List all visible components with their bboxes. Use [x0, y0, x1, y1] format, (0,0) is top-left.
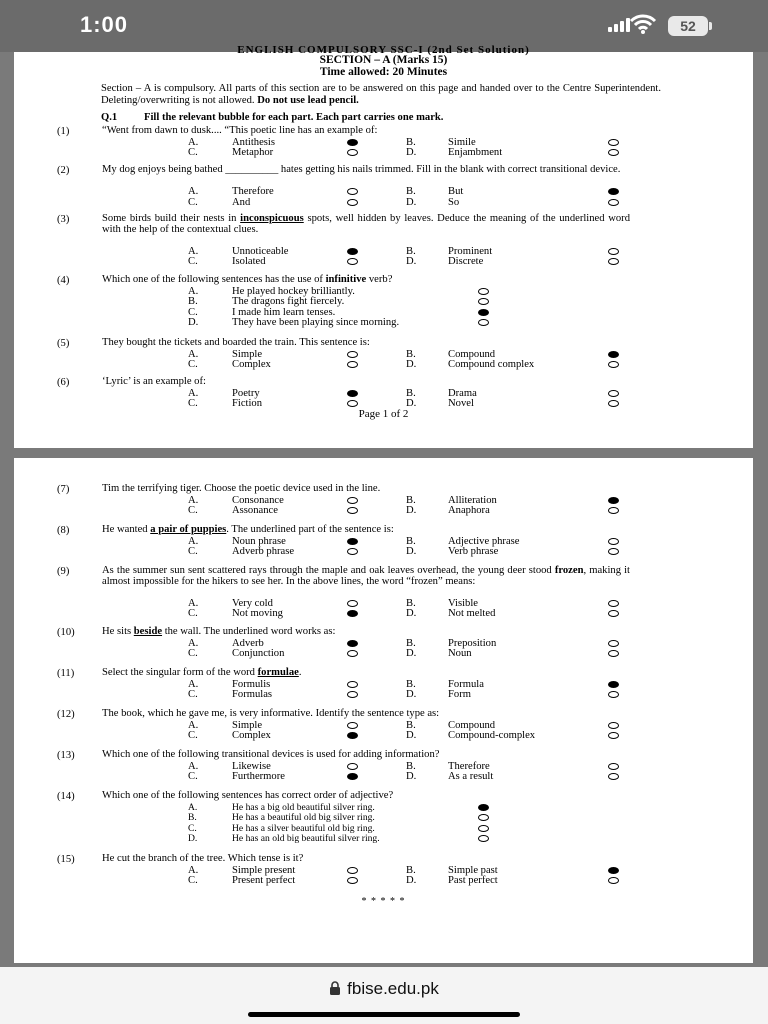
option-text: They have been playing since morning. — [232, 317, 400, 328]
question-text: Which one of the following transitional devices is used for adding information? — [102, 749, 440, 760]
answer-bubble[interactable] — [608, 507, 619, 514]
answer-bubble[interactable] — [608, 199, 619, 206]
option-letter: A. — [188, 719, 199, 731]
option-text: Therefore — [448, 760, 490, 772]
option-text: I made him learn tenses. — [232, 306, 336, 318]
option-text: Unnoticeable — [232, 245, 289, 257]
option-letter: B. — [406, 494, 416, 506]
option-letter: A. — [188, 678, 199, 690]
answer-bubble[interactable] — [608, 400, 619, 407]
option-text: The dragons fight fiercely. — [232, 296, 345, 307]
answer-bubble[interactable] — [608, 691, 619, 698]
option-text: He has an old big beautiful silver ring. — [232, 833, 380, 844]
option-letter: A. — [188, 136, 199, 148]
answer-bubble[interactable] — [608, 640, 619, 647]
answer-bubble[interactable] — [608, 732, 619, 739]
question-number: (15) — [57, 854, 75, 865]
option-text: Furthermore — [232, 771, 285, 782]
option-letter: C. — [188, 306, 198, 318]
option-text: Verb phrase — [448, 546, 499, 557]
question-text: The book, which he gave me, is very informative. Identify the sentence type as: — [102, 708, 440, 719]
option-letter: B. — [406, 245, 416, 257]
answer-bubble[interactable] — [347, 538, 358, 545]
option-letter: A. — [188, 245, 199, 257]
answer-bubble[interactable] — [608, 722, 619, 729]
wifi-icon — [630, 14, 656, 34]
option-text: Conjunction — [232, 648, 285, 659]
option-text: Poetry — [232, 387, 260, 399]
answer-bubble[interactable] — [608, 610, 619, 617]
option-text: Anaphora — [448, 505, 490, 516]
question-text: Some birds build their nests in inconspicuous spots, well hidden by leaves. Deduce the meaning of the underlined word with the help of the contextual clues. — [102, 213, 631, 235]
option-text: As a result — [448, 771, 494, 782]
page-2 — [14, 458, 753, 963]
option-text: Compound complex — [448, 359, 535, 370]
answer-bubble[interactable] — [608, 497, 619, 504]
option-text: Discrete — [448, 256, 484, 267]
answer-bubble[interactable] — [347, 390, 358, 397]
question-text: ‘Lyric’ is an example of: — [102, 376, 206, 387]
answer-bubble[interactable] — [347, 600, 358, 607]
header-cut: ENGLISH COMPULSORY SSC-I (2nd Set Solution) — [237, 44, 530, 56]
option-letter: D. — [406, 771, 417, 782]
option-letter: D. — [188, 317, 199, 328]
option-letter: B. — [406, 864, 416, 876]
answer-bubble[interactable] — [608, 351, 619, 358]
option-letter: D. — [188, 833, 198, 844]
question-number: (10) — [57, 627, 75, 638]
option-letter: D. — [406, 875, 417, 886]
option-letter: A. — [188, 760, 199, 772]
time-allowed: Time allowed: 20 Minutes — [319, 66, 448, 78]
answer-bubble[interactable] — [478, 825, 489, 832]
question-text: Select the singular form of the word formulae. — [102, 667, 302, 678]
option-letter: B. — [188, 812, 197, 823]
question-number: (8) — [57, 525, 70, 536]
lock-icon — [329, 981, 341, 995]
option-text: He played hockey brilliantly. — [232, 285, 355, 297]
question-text: Tim the terrifying tiger. Choose the poetic device used in the line. — [102, 483, 381, 494]
answer-bubble[interactable] — [478, 298, 489, 305]
option-letter: B. — [406, 597, 416, 609]
option-letter: C. — [188, 689, 198, 700]
answer-bubble[interactable] — [347, 400, 358, 407]
option-text: Fiction — [232, 398, 263, 409]
option-text: Drama — [448, 387, 477, 399]
answer-bubble[interactable] — [608, 139, 619, 146]
section-intro: Section – A is compulsory. All parts of this section are to be answered on this page and handed over to the Centre Superintendent. Deleting/overwriting is not allowed. Do not use lead pencil. — [101, 83, 661, 106]
option-text: Form — [448, 689, 471, 700]
option-letter: C. — [188, 256, 198, 267]
option-text: He has a beautiful old big silver ring. — [232, 812, 375, 823]
answer-bubble[interactable] — [608, 390, 619, 397]
option-text: Isolated — [232, 256, 266, 267]
end-marker: * * * * * — [361, 896, 406, 907]
answer-bubble[interactable] — [347, 650, 358, 657]
answer-bubble[interactable] — [347, 691, 358, 698]
option-letter: C. — [188, 546, 198, 557]
answer-bubble[interactable] — [478, 288, 489, 295]
option-text: Complex — [232, 730, 271, 741]
browser-bottom-bar — [0, 967, 768, 1024]
option-text: Simile — [448, 136, 476, 148]
option-letter: A. — [188, 186, 199, 197]
option-letter: A. — [188, 387, 199, 399]
answer-bubble[interactable] — [347, 610, 358, 617]
option-text: Adverb — [232, 637, 264, 649]
option-text: He has a big old beautiful silver ring. — [232, 801, 375, 813]
option-text: Formulis — [232, 678, 271, 690]
question-text: “Went from dawn to dusk.... “This poetic line has an example of: — [102, 125, 378, 136]
question-text: My dog enjoys being bathed __________ hates getting his nails trimmed. Fill in the blank with correct transitional device. — [102, 164, 621, 175]
option-text: And — [232, 196, 251, 208]
option-letter: C. — [188, 147, 198, 158]
answer-bubble[interactable] — [608, 361, 619, 368]
answer-bubble[interactable] — [347, 722, 358, 729]
answer-bubble[interactable] — [608, 600, 619, 607]
option-text: Enjambment — [448, 147, 503, 158]
option-text: Very cold — [232, 597, 273, 609]
option-letter: C. — [188, 771, 198, 782]
answer-bubble[interactable] — [347, 773, 358, 780]
answer-bubble[interactable] — [347, 763, 358, 770]
question-text: He wanted a pair of puppies. The underlined part of the sentence is: — [102, 524, 394, 535]
answer-bubble[interactable] — [608, 149, 619, 156]
option-letter: D. — [406, 505, 417, 516]
option-letter: B. — [406, 760, 416, 772]
option-letter: B. — [406, 186, 416, 197]
option-letter: A. — [188, 285, 199, 297]
question-number: (3) — [57, 214, 70, 225]
answer-bubble[interactable] — [478, 309, 489, 316]
option-letter: D. — [406, 546, 417, 557]
option-letter: C. — [188, 730, 198, 741]
question-number: (7) — [57, 484, 70, 495]
option-text: Novel — [448, 398, 474, 409]
answer-bubble[interactable] — [608, 681, 619, 688]
answer-bubble[interactable] — [608, 248, 619, 255]
answer-bubble[interactable] — [347, 149, 358, 156]
question-text: As the summer sun sent scattered rays through the maple and oak leaves overhead, the young deer stood frozen, making it almost impossible for the hikers to see her. In the above lines, the word “frozen” means: — [102, 565, 631, 587]
option-text: Compound — [448, 719, 496, 731]
option-text: Consonance — [232, 494, 284, 506]
option-text: Simple — [232, 348, 263, 360]
option-text: So — [448, 196, 460, 208]
option-letter: C. — [188, 359, 198, 370]
answer-bubble[interactable] — [347, 361, 358, 368]
option-text: Complex — [232, 359, 271, 370]
question-number: (6) — [57, 377, 70, 388]
document-viewer[interactable] — [0, 44, 768, 967]
question-text: Which one of the following sentences has the use of infinitive verb? — [102, 274, 393, 285]
answer-bubble[interactable] — [347, 507, 358, 514]
answer-bubble[interactable] — [608, 548, 619, 555]
option-text: Simple — [232, 719, 263, 731]
option-text: Metaphor — [232, 147, 274, 158]
option-text: Compound — [448, 348, 496, 360]
question-text: He cut the branch of the tree. Which tense is it? — [102, 853, 304, 864]
url-text: fbise.edu.pk — [347, 979, 439, 998]
option-text: Visible — [448, 597, 478, 609]
answer-bubble[interactable] — [347, 548, 358, 555]
option-text: He has a silver beautiful old big ring. — [232, 822, 375, 834]
option-text: Simple past — [448, 864, 498, 876]
option-letter: D. — [406, 398, 417, 409]
option-letter: A. — [188, 348, 199, 360]
option-letter: D. — [406, 689, 417, 700]
answer-bubble[interactable] — [347, 188, 358, 195]
option-text: Adverb phrase — [232, 546, 295, 557]
option-letter: D. — [406, 648, 417, 659]
answer-bubble[interactable] — [608, 877, 619, 884]
option-text: Formulas — [232, 689, 273, 700]
option-letter: C. — [188, 398, 198, 409]
option-letter: D. — [406, 730, 417, 741]
answer-bubble[interactable] — [608, 867, 619, 874]
option-text: Antithesis — [232, 136, 275, 148]
question-text: They bought the tickets and boarded the train. This sentence is: — [102, 337, 370, 348]
answer-bubble[interactable] — [347, 877, 358, 884]
page-1 — [14, 44, 753, 448]
answer-bubble[interactable] — [608, 188, 619, 195]
question-number: (4) — [57, 275, 70, 286]
answer-bubble[interactable] — [347, 248, 358, 255]
option-letter: A. — [188, 597, 199, 609]
question-number: (5) — [57, 338, 70, 349]
option-text: But — [448, 186, 464, 197]
section-title: SECTION – A (Marks 15) — [319, 54, 448, 66]
option-letter: D. — [406, 359, 417, 370]
question-number: (11) — [57, 668, 75, 679]
option-letter: B. — [188, 296, 198, 307]
question-number: (9) — [57, 566, 70, 577]
option-letter: D. — [406, 147, 417, 158]
answer-bubble[interactable] — [608, 773, 619, 780]
option-text: Preposition — [448, 637, 497, 649]
page-number: Page 1 of 2 — [358, 408, 409, 420]
option-text: Alliteration — [448, 494, 497, 506]
answer-bubble[interactable] — [347, 199, 358, 206]
option-text: Likewise — [232, 760, 271, 772]
option-text: Compound-complex — [448, 730, 536, 741]
q1-instructions: Fill the relevant bubble for each part. Each part carries one mark. — [144, 112, 444, 123]
battery-icon: 52 — [668, 16, 708, 36]
option-text: Present perfect — [232, 875, 296, 886]
option-letter: A. — [188, 494, 199, 506]
answer-bubble[interactable] — [347, 139, 358, 146]
option-letter: D. — [406, 608, 417, 619]
question-number: (12) — [57, 709, 75, 720]
option-letter: C. — [188, 505, 198, 516]
option-letter: C. — [188, 822, 197, 834]
answer-bubble[interactable] — [608, 258, 619, 265]
answer-bubble[interactable] — [347, 732, 358, 739]
option-text: Past perfect — [448, 875, 498, 886]
option-letter: A. — [188, 535, 199, 547]
question-number: (14) — [57, 791, 75, 802]
option-letter: C. — [188, 196, 198, 208]
option-letter: B. — [406, 637, 416, 649]
option-letter: B. — [406, 136, 416, 148]
question-number: (2) — [57, 165, 70, 176]
option-letter: A. — [188, 864, 199, 876]
option-text: Not moving — [232, 608, 283, 619]
answer-bubble[interactable] — [478, 804, 489, 811]
option-letter: B. — [406, 719, 416, 731]
option-text: Noun phrase — [232, 535, 286, 547]
option-text: Noun — [448, 648, 472, 659]
answer-bubble[interactable] — [478, 319, 489, 326]
option-letter: B. — [406, 535, 416, 547]
answer-bubble[interactable] — [347, 681, 358, 688]
answer-bubble[interactable] — [347, 258, 358, 265]
home-indicator[interactable] — [248, 1012, 520, 1017]
question-number: (13) — [57, 750, 75, 761]
option-text: Formula — [448, 678, 484, 690]
option-letter: D. — [406, 196, 417, 208]
option-letter: B. — [406, 678, 416, 690]
answer-bubble[interactable] — [608, 650, 619, 657]
option-letter: A. — [188, 637, 199, 649]
question-number: (1) — [57, 126, 70, 137]
option-text: Assonance — [232, 505, 278, 516]
answer-bubble[interactable] — [347, 497, 358, 504]
answer-bubble[interactable] — [608, 763, 619, 770]
option-text: Therefore — [232, 186, 274, 197]
option-text: Adjective phrase — [448, 535, 520, 547]
option-text: Prominent — [448, 245, 493, 257]
q1-label: Q.1 — [101, 112, 118, 123]
answer-bubble[interactable] — [347, 640, 358, 647]
option-letter: B. — [406, 348, 416, 360]
question-text: He sits beside the wall. The underlined word works as: — [102, 626, 336, 637]
answer-bubble[interactable] — [347, 351, 358, 358]
option-letter: D. — [406, 256, 417, 267]
option-letter: A. — [188, 801, 198, 813]
answer-bubble[interactable] — [478, 814, 489, 821]
option-text: Simple present — [232, 864, 296, 876]
answer-bubble[interactable] — [608, 538, 619, 545]
option-letter: C. — [188, 875, 198, 886]
option-letter: C. — [188, 608, 198, 619]
clock: 1:00 — [80, 12, 129, 37]
option-letter: B. — [406, 387, 416, 399]
option-text: Not melted — [448, 608, 496, 619]
answer-bubble[interactable] — [347, 867, 358, 874]
option-letter: C. — [188, 648, 198, 659]
answer-bubble[interactable] — [478, 835, 489, 842]
question-text: Which one of the following sentences has correct order of adjective? — [102, 790, 394, 801]
address-bar[interactable] — [0, 979, 768, 999]
